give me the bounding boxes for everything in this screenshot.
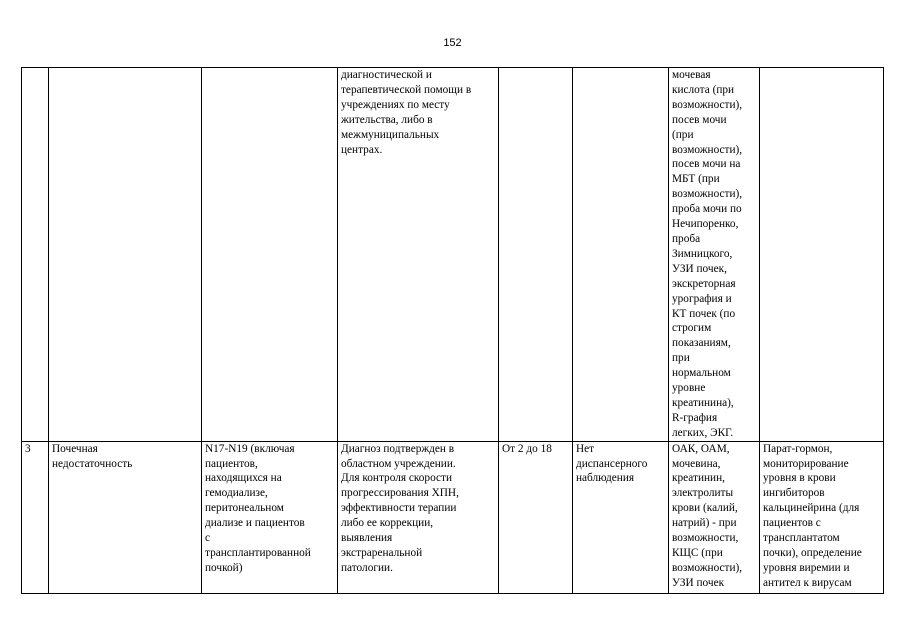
cell-text-line: почкой) (205, 561, 243, 574)
cell-text-line: с (205, 532, 211, 545)
cell-text-line: возможности), (672, 98, 743, 111)
cell-text-line: Нечипоренко, (672, 218, 739, 231)
cell-text-line: мочевина, (672, 457, 721, 470)
cell-text-line: УЗИ почек, (672, 262, 727, 275)
cell-text-line: R-графия (672, 411, 718, 424)
cell-text-line: КТ почек (по (672, 307, 736, 320)
cell-text-line: креатинин, (672, 472, 725, 485)
cell-text-line: учреждениях по месту (341, 98, 450, 111)
cell-text-line: уровне (672, 382, 706, 395)
cell-required-tests (669, 441, 760, 593)
cell-indications (338, 441, 499, 593)
cell-text-line: Почечная (52, 442, 98, 455)
cell-text-line: ингибиторов (763, 487, 825, 500)
table-row-3 (22, 441, 884, 593)
cell-additional-tests (760, 441, 884, 593)
cell-age (499, 68, 573, 442)
cell-text-line: почки), определение (763, 547, 862, 559)
cell-age (499, 441, 573, 593)
cell-text-line: мониторирование (763, 457, 849, 470)
cell-text-line: Нет (576, 442, 595, 455)
cell-text-line: Диагноз подтвержден в (341, 442, 455, 455)
document-table (21, 67, 884, 594)
cell-text-line: при (672, 352, 690, 365)
cell-text-line: От 2 до 18 (502, 442, 552, 455)
cell-text-line: либо ее коррекции, (341, 517, 434, 530)
cell-text-line: диализе и пациентов (205, 517, 305, 530)
cell-text-line: наблюдения (576, 472, 635, 485)
cell-number (22, 441, 49, 593)
cell-text-line: антител к вирусам (763, 576, 852, 589)
row-number: 3 (25, 442, 31, 455)
cell-text-line: электролиты (672, 487, 734, 500)
cell-text-line: гемодиализе, (205, 487, 268, 500)
cell-icd-code (202, 68, 338, 442)
cell-text-line: кислота (при (672, 83, 735, 96)
cell-text-line: ОАК, ОАМ, (672, 442, 730, 455)
cell-text-line: показаниям, (672, 337, 731, 350)
cell-text-line: диагностической и (341, 69, 432, 81)
cell-indications (338, 68, 499, 442)
page-number: 152 (443, 37, 462, 49)
cell-text-line: посев мочи (672, 113, 727, 126)
cell-text-line: областном учреждении. (341, 457, 456, 470)
cell-text-line: возможности), (672, 561, 743, 574)
cell-observation (573, 441, 669, 593)
cell-text-line: КЩС (при (672, 547, 723, 559)
cell-text-line: эффективности терапии (341, 502, 457, 515)
cell-text-line: межмуниципальных (341, 128, 440, 141)
cell-text-line: уровня виремии и (763, 561, 850, 574)
cell-text-line: возможности, (672, 532, 739, 545)
cell-text-line: МБТ (при (672, 173, 720, 186)
cell-text-line: легких, ЭКГ. (672, 426, 734, 439)
cell-text-line: натрий) - при (672, 517, 737, 530)
cell-text-line: Парат-гормон, (763, 442, 833, 455)
cell-text-line: находящихся на (205, 472, 282, 485)
cell-text-line: проба мочи по (672, 203, 742, 216)
cell-text-line: перитонеальном (205, 502, 284, 515)
cell-text-line: урография и (672, 292, 732, 305)
cell-text-line: выявления (341, 532, 393, 545)
cell-text-line: пациентов с (763, 517, 821, 530)
cell-additional-tests (760, 68, 884, 442)
cell-text-line: центрах. (341, 143, 383, 156)
cell-text-line: посев мочи на (672, 158, 741, 171)
cell-text-line: уровня в крови (763, 472, 836, 485)
cell-text-line: экскреторная (672, 277, 736, 290)
cell-text-line: жительства, либо в (341, 113, 433, 126)
cell-observation (573, 68, 669, 442)
cell-text-line: проба (672, 232, 701, 245)
cell-icd-code (202, 441, 338, 593)
cell-text-line: Зимницкого, (672, 247, 733, 260)
table-row-continuation (22, 68, 884, 442)
cell-text-line: возможности), (672, 143, 743, 156)
cell-text-line: мочевая (672, 69, 711, 81)
cell-text-line: патологии. (341, 561, 393, 574)
cell-text-line: трансплантированной (205, 547, 311, 559)
cell-text-line: строгим (672, 322, 712, 335)
cell-text-line: возможности), (672, 188, 743, 201)
cell-required-tests (669, 68, 760, 442)
cell-disease (49, 441, 202, 593)
cell-text-line: креатинина), (672, 396, 734, 409)
cell-text-line: (при (672, 128, 694, 141)
cell-number (22, 68, 49, 442)
cell-text-line: кальцинейрина (для (763, 502, 860, 515)
cell-text-line: экстраренальной (341, 547, 423, 559)
cell-text-line: УЗИ почек (672, 576, 725, 589)
cell-text-line: трансплантатом (763, 532, 840, 545)
cell-text-line: крови (калий, (672, 502, 738, 515)
cell-text-line: диспансерного (576, 457, 648, 470)
cell-text-line: Для контроля скорости (341, 472, 453, 485)
cell-text-line: N17-N19 (включая (205, 442, 295, 455)
cell-disease (49, 68, 202, 442)
cell-text-line: прогрессирования ХПН, (341, 487, 459, 500)
cell-text-line: нормальном (672, 367, 731, 380)
cell-text-line: терапевтической помощи в (341, 83, 472, 96)
cell-text-line: недостаточность (52, 457, 133, 470)
cell-text-line: пациентов, (205, 457, 258, 470)
